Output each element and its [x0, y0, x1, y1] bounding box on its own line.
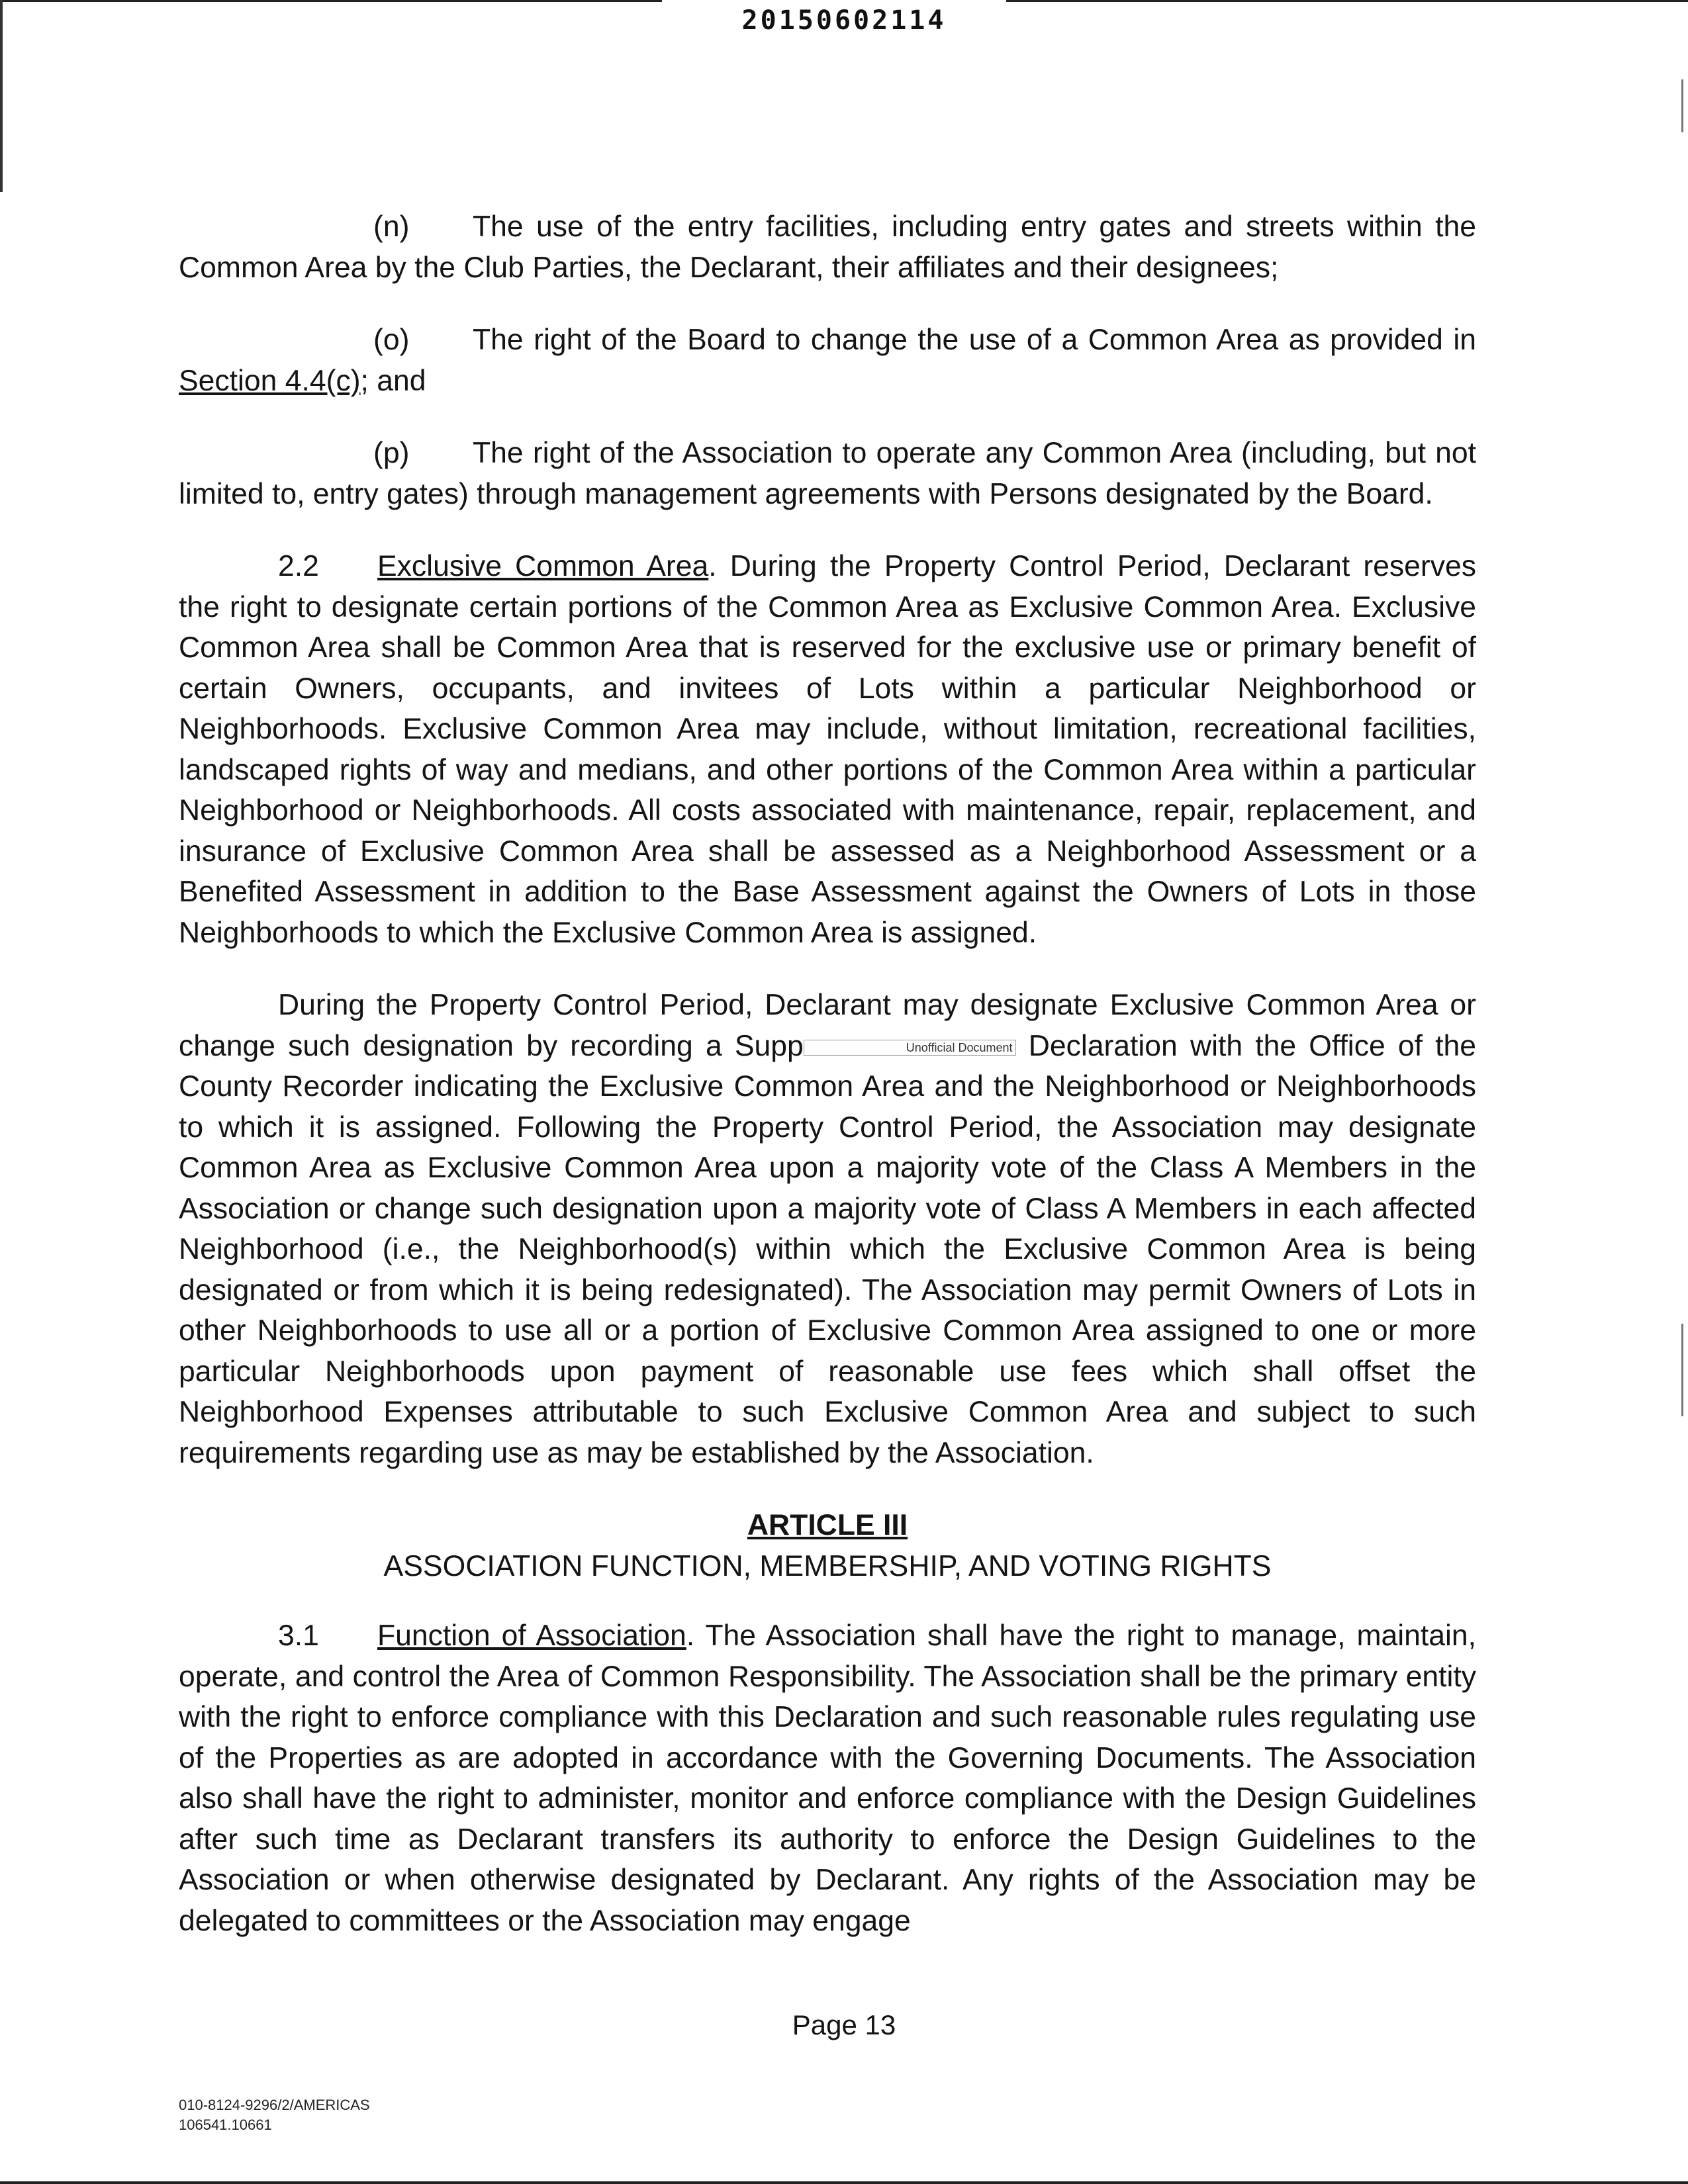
- subsection-n: [179, 206, 1476, 288]
- subsection-o: [179, 320, 1476, 401]
- scan-edge-bottom: [0, 2181, 1688, 2184]
- scan-edge-top-right: [1006, 0, 1688, 2]
- footer-code-line: 106541.10661: [179, 2116, 272, 2133]
- subsection-p: [179, 433, 1476, 514]
- section-text: . The Association shall have the right to manage, maintain, operate, and control the Area of Common Responsibility. The Association shall be the primary entity with the right to enforce compliance with this Declaration and such reasonable rules regulating use of the Properties as are adopted in accordance with the Governing Documents. The Association also shall have the right to administer, monitor and enforce compliance with the Design Guidelines after such time as Declarant transfers its authority to enforce the Design Guidelines to the Association or when otherwise designated by Declarant. Any rights of the Association may be delegated to committees or the Association may engage: [179, 1619, 1477, 1937]
- section-title: Exclusive Common Area: [377, 550, 709, 582]
- document-number: 20150602114: [741, 5, 947, 36]
- subsection-text: The use of the entry facilities, including entry gates and streets within the Common Area by the Club Parties, the Declarant, their affiliates and their designees;: [179, 210, 1476, 284]
- subsection-text-end: ; and: [360, 364, 426, 397]
- subsection-label: (p): [373, 437, 410, 469]
- section-reference-link[interactable]: Section 4.4(c): [179, 364, 361, 397]
- article-heading: ARTICLE III: [747, 1509, 908, 1541]
- subsection-label: (n): [373, 210, 410, 243]
- section-number: 3.1: [278, 1619, 319, 1652]
- section-2-2: [179, 546, 1476, 953]
- unofficial-document-stamp: Unofficial Document: [804, 1040, 1016, 1056]
- page-number: Page 13: [792, 2009, 896, 2040]
- scan-mark-right-upper: [1681, 79, 1683, 132]
- subsection-text: The right of the Association to operate any Common Area (including, but not limited to, entry gates) through management agreements with Persons designated by the Board.: [179, 437, 1476, 510]
- document-body: [179, 206, 1476, 1973]
- section-text: . During the Property Control Period, Declarant reserves the right to designate certain portions of the Common Area as Exclusive Common Area. Exclusive Common Area shall be Common Area that is reserved for the exclusive use or primary benefit of certain Owners, occupants, and invitees of Lots within a particular Neighborhood or Neighborhoods. Exclusive Common Area may include, without limitation, recreational facilities, landscaped rights of way and medians, and other portions of the Common Area within a particular Neighborhood or Neighborhoods. All costs associated with maintenance, repair, replacement, and insurance of Exclusive Common Area shall be assessed as a Neighborhood Assessment or a Benefited Assessment in addition to the Base Assessment against the Owners of Lots in those Neighborhoods to which the Exclusive Common Area is assigned.: [179, 550, 1476, 949]
- scan-mark-right-lower: [1681, 1324, 1683, 1416]
- section-number: 2.2: [278, 550, 319, 582]
- subsection-label: (o): [373, 324, 410, 356]
- footer-code-line: 010-8124-9296/2/AMERICAS: [179, 2097, 370, 2113]
- paragraph-text: During the Property Control Period, Declarant may designate Exclusive Common Area or change such designation by recording a Supp: [179, 989, 1476, 1062]
- section-title: Function of Association: [377, 1619, 686, 1652]
- subsection-text: The right of the Board to change the use of a Common Area as provided in: [473, 324, 1476, 356]
- footer-document-codes: [179, 2095, 370, 2135]
- section-2-2-paragraph-2: [179, 985, 1476, 1473]
- paragraph-text-cont: Declaration with the Office of the County Recorder indicating the Exclusive Common Area and the Neighborhood or Neighborhoods to which it is assigned. Following the Property Control Period, the Association may designate Common Area as Exclusive Common Area upon a majority vote of the Class A Members in the Association or change such designation upon a majority vote of Class A Members in each affected Neighborhood (i.e., the Neighborhood(s) within which the Exclusive Common Area is being designated or from which it is being redesignated). The Association may permit Owners of Lots in other Neighborhoods to use all or a portion of Exclusive Common Area assigned to one or more particular Neighborhoods upon payment of reasonable use fees which shall offset the Neighborhood Expenses attributable to such Exclusive Common Area and subject to such requirements regarding use as may be established by the Association.: [179, 1029, 1476, 1469]
- article-subheading: ASSOCIATION FUNCTION, MEMBERSHIP, AND VOTING RIGHTS: [383, 1549, 1272, 1582]
- scan-edge-top-left: [0, 0, 662, 2]
- section-3-1: [179, 1615, 1476, 1941]
